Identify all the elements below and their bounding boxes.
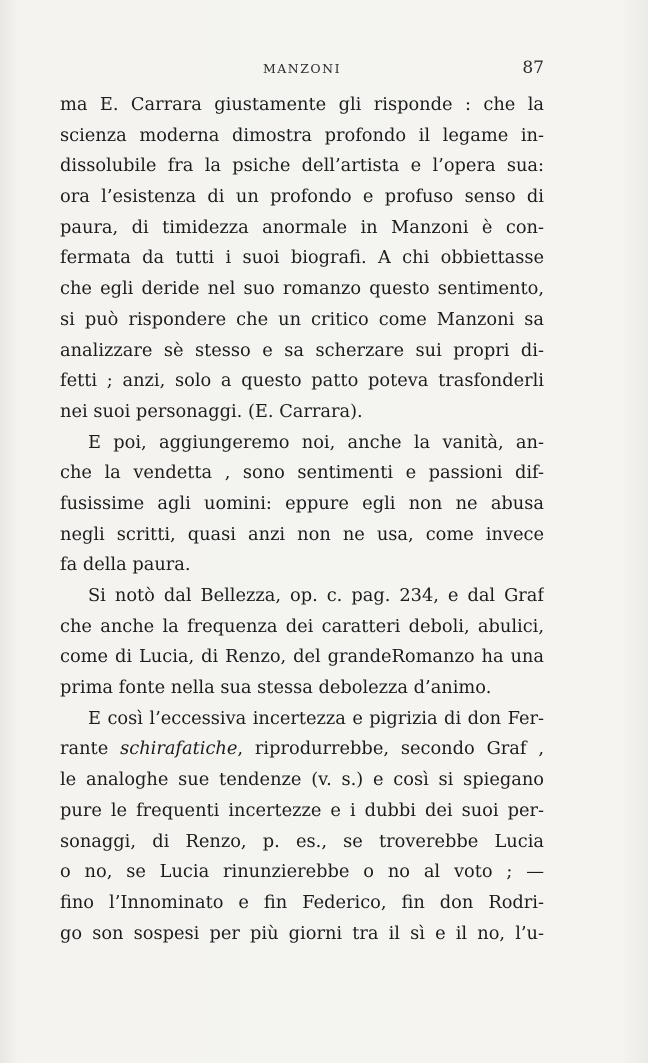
body-text: [60, 90, 544, 949]
text-line: che la vendetta , sono sentimenti e passioni dif-: [60, 462, 544, 484]
text-line: ora l’esistenza di un profondo e profuso senso di: [60, 186, 544, 208]
text-line: nei suoi personaggi. (E. Carrara).: [60, 400, 363, 422]
text-line: paura, di timidezza anormale in Manzoni è con-: [60, 216, 544, 238]
running-head: MANZONI: [262, 61, 342, 76]
text-line: analizzare sè stesso e sa scherzare sui propri di-: [60, 339, 544, 361]
text-line: go son sospesi per più giorni tra il sì e il no, l’u-: [60, 922, 544, 944]
text-run: rante: [60, 738, 121, 760]
text-line: fusissime agli uomini: eppure egli non ne abusa: [60, 492, 544, 514]
text-line: prima fonte nella sua stessa debolezza d’animo.: [60, 677, 492, 699]
text-line: come di Lucia, di Renzo, del grandeRomanzo ha una: [60, 646, 544, 668]
paragraph: [60, 581, 544, 704]
text-line: le analoghe sue tendenze (v. s.) e così si spiegano: [60, 769, 544, 791]
paragraph: [60, 428, 544, 581]
paragraph: [60, 90, 544, 428]
text-line: fino l’Innominato e fin Federico, fin don Rodri-: [60, 891, 544, 913]
text-line: fermata da tutti i suoi biografi. A chi obbiettasse: [60, 247, 544, 269]
text-line: E poi, aggiungeremo noi, anche la vanità, an-: [88, 431, 544, 453]
text-line: sonaggi, di Renzo, p. es., se troverebbe Lucia: [60, 830, 544, 852]
text-line: E così l’eccessiva incertezza e pigrizia di don Fer-: [88, 707, 544, 729]
text-line: dissolubile fra la psiche dell’artista e l’opera sua:: [60, 155, 544, 177]
paragraph: [60, 704, 544, 950]
text-line: Si notò dal Bellezza, op. c. pag. 234, e dal Graf: [88, 585, 544, 606]
text-line: negli scritti, quasi anzi non ne usa, come invece: [60, 523, 544, 545]
text-line: che egli deride nel suo romanzo questo sentimento,: [60, 278, 544, 300]
text-line: [60, 734, 544, 765]
text-line: ma E. Carrara giustamente gli risponde : che la: [60, 94, 544, 115]
text-line: si può rispondere che un critico come Manzoni sa: [60, 308, 544, 330]
text-line: pure le frequenti incertezze e i dubbi dei suoi per-: [60, 799, 544, 821]
text-run: , riprodurrebbe, secondo Graf ,: [237, 738, 544, 760]
page-header: [60, 58, 544, 82]
italic-term: schirafatiche: [120, 738, 238, 760]
text-line: scienza moderna dimostra profondo il legame in-: [60, 124, 544, 146]
page-number: 87: [522, 58, 544, 78]
text-line: o no, se Lucia rinunzierebbe o no al voto ; —: [60, 861, 544, 883]
text-line: che anche la frequenza dei caratteri deboli, abulici,: [60, 615, 544, 637]
text-line: fetti ; anzi, solo a questo patto poteva trasfonderli: [60, 370, 544, 392]
text-line: fa della paura.: [60, 554, 191, 576]
